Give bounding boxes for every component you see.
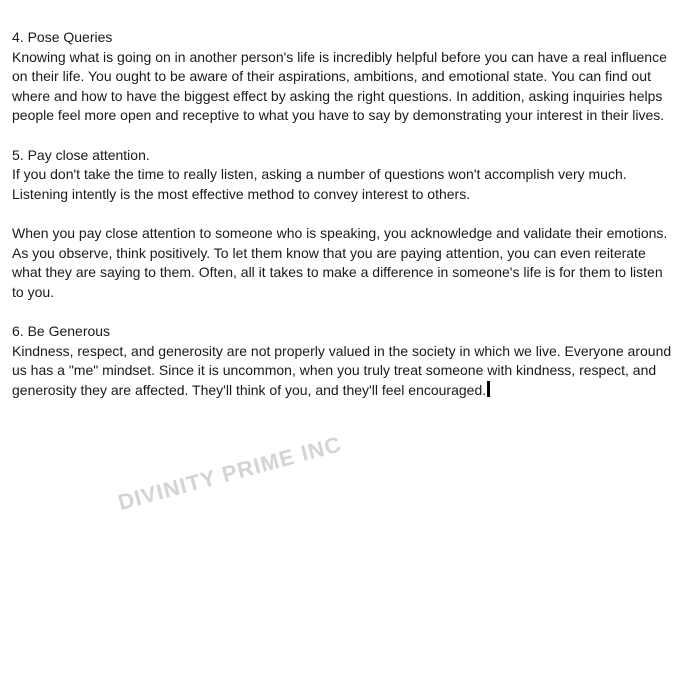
watermark: DIVINITY PRIME INC bbox=[115, 431, 345, 516]
section-heading: 5. Pay close attention. bbox=[12, 146, 150, 163]
section-heading: 6. Be Generous bbox=[12, 322, 111, 339]
text-cursor bbox=[487, 381, 490, 397]
section-paragraph-text: Kindness, respect, and generosity are not properly valued in the society in which we live. Everyone around us has a "me" mindset. Since it is uncommon, when you truly treat someone with kindness, respect, and generosity they are affected. They'll think of you, and they'll feel encouraged. bbox=[12, 342, 672, 398]
section-paragraph: If you don't take the time to really listen, asking a number of questions won't accomplish very much. Listening intently is the most effective method to convey interest to others. bbox=[12, 166, 627, 202]
section-paragraph-last bbox=[12, 342, 672, 401]
section-pose-queries bbox=[12, 28, 672, 126]
section-pay-close-attention bbox=[12, 146, 672, 303]
document-body[interactable] bbox=[12, 28, 672, 420]
section-paragraph: Knowing what is going on in another person's life is incredibly helpful before you can have a real influence on their life. You ought to be aware of their aspirations, ambitions, and emotional state. You can find out where and how to have the biggest effect by asking the right questions. In addition, asking inquiries helps people feel more open and receptive to what you have to say by demonstrating your interest in their lives. bbox=[12, 48, 667, 124]
section-be-generous bbox=[12, 322, 672, 400]
section-heading: 4. Pose Queries bbox=[12, 29, 113, 45]
section-paragraph: When you pay close attention to someone who is speaking, you acknowledge and validate their emotions. As you observe, think positively. To let them know that you are paying attention, you can even reiterate what they are saying to them. Often, all it takes to make a difference in someone's life is for them to listen to you. bbox=[12, 224, 668, 300]
